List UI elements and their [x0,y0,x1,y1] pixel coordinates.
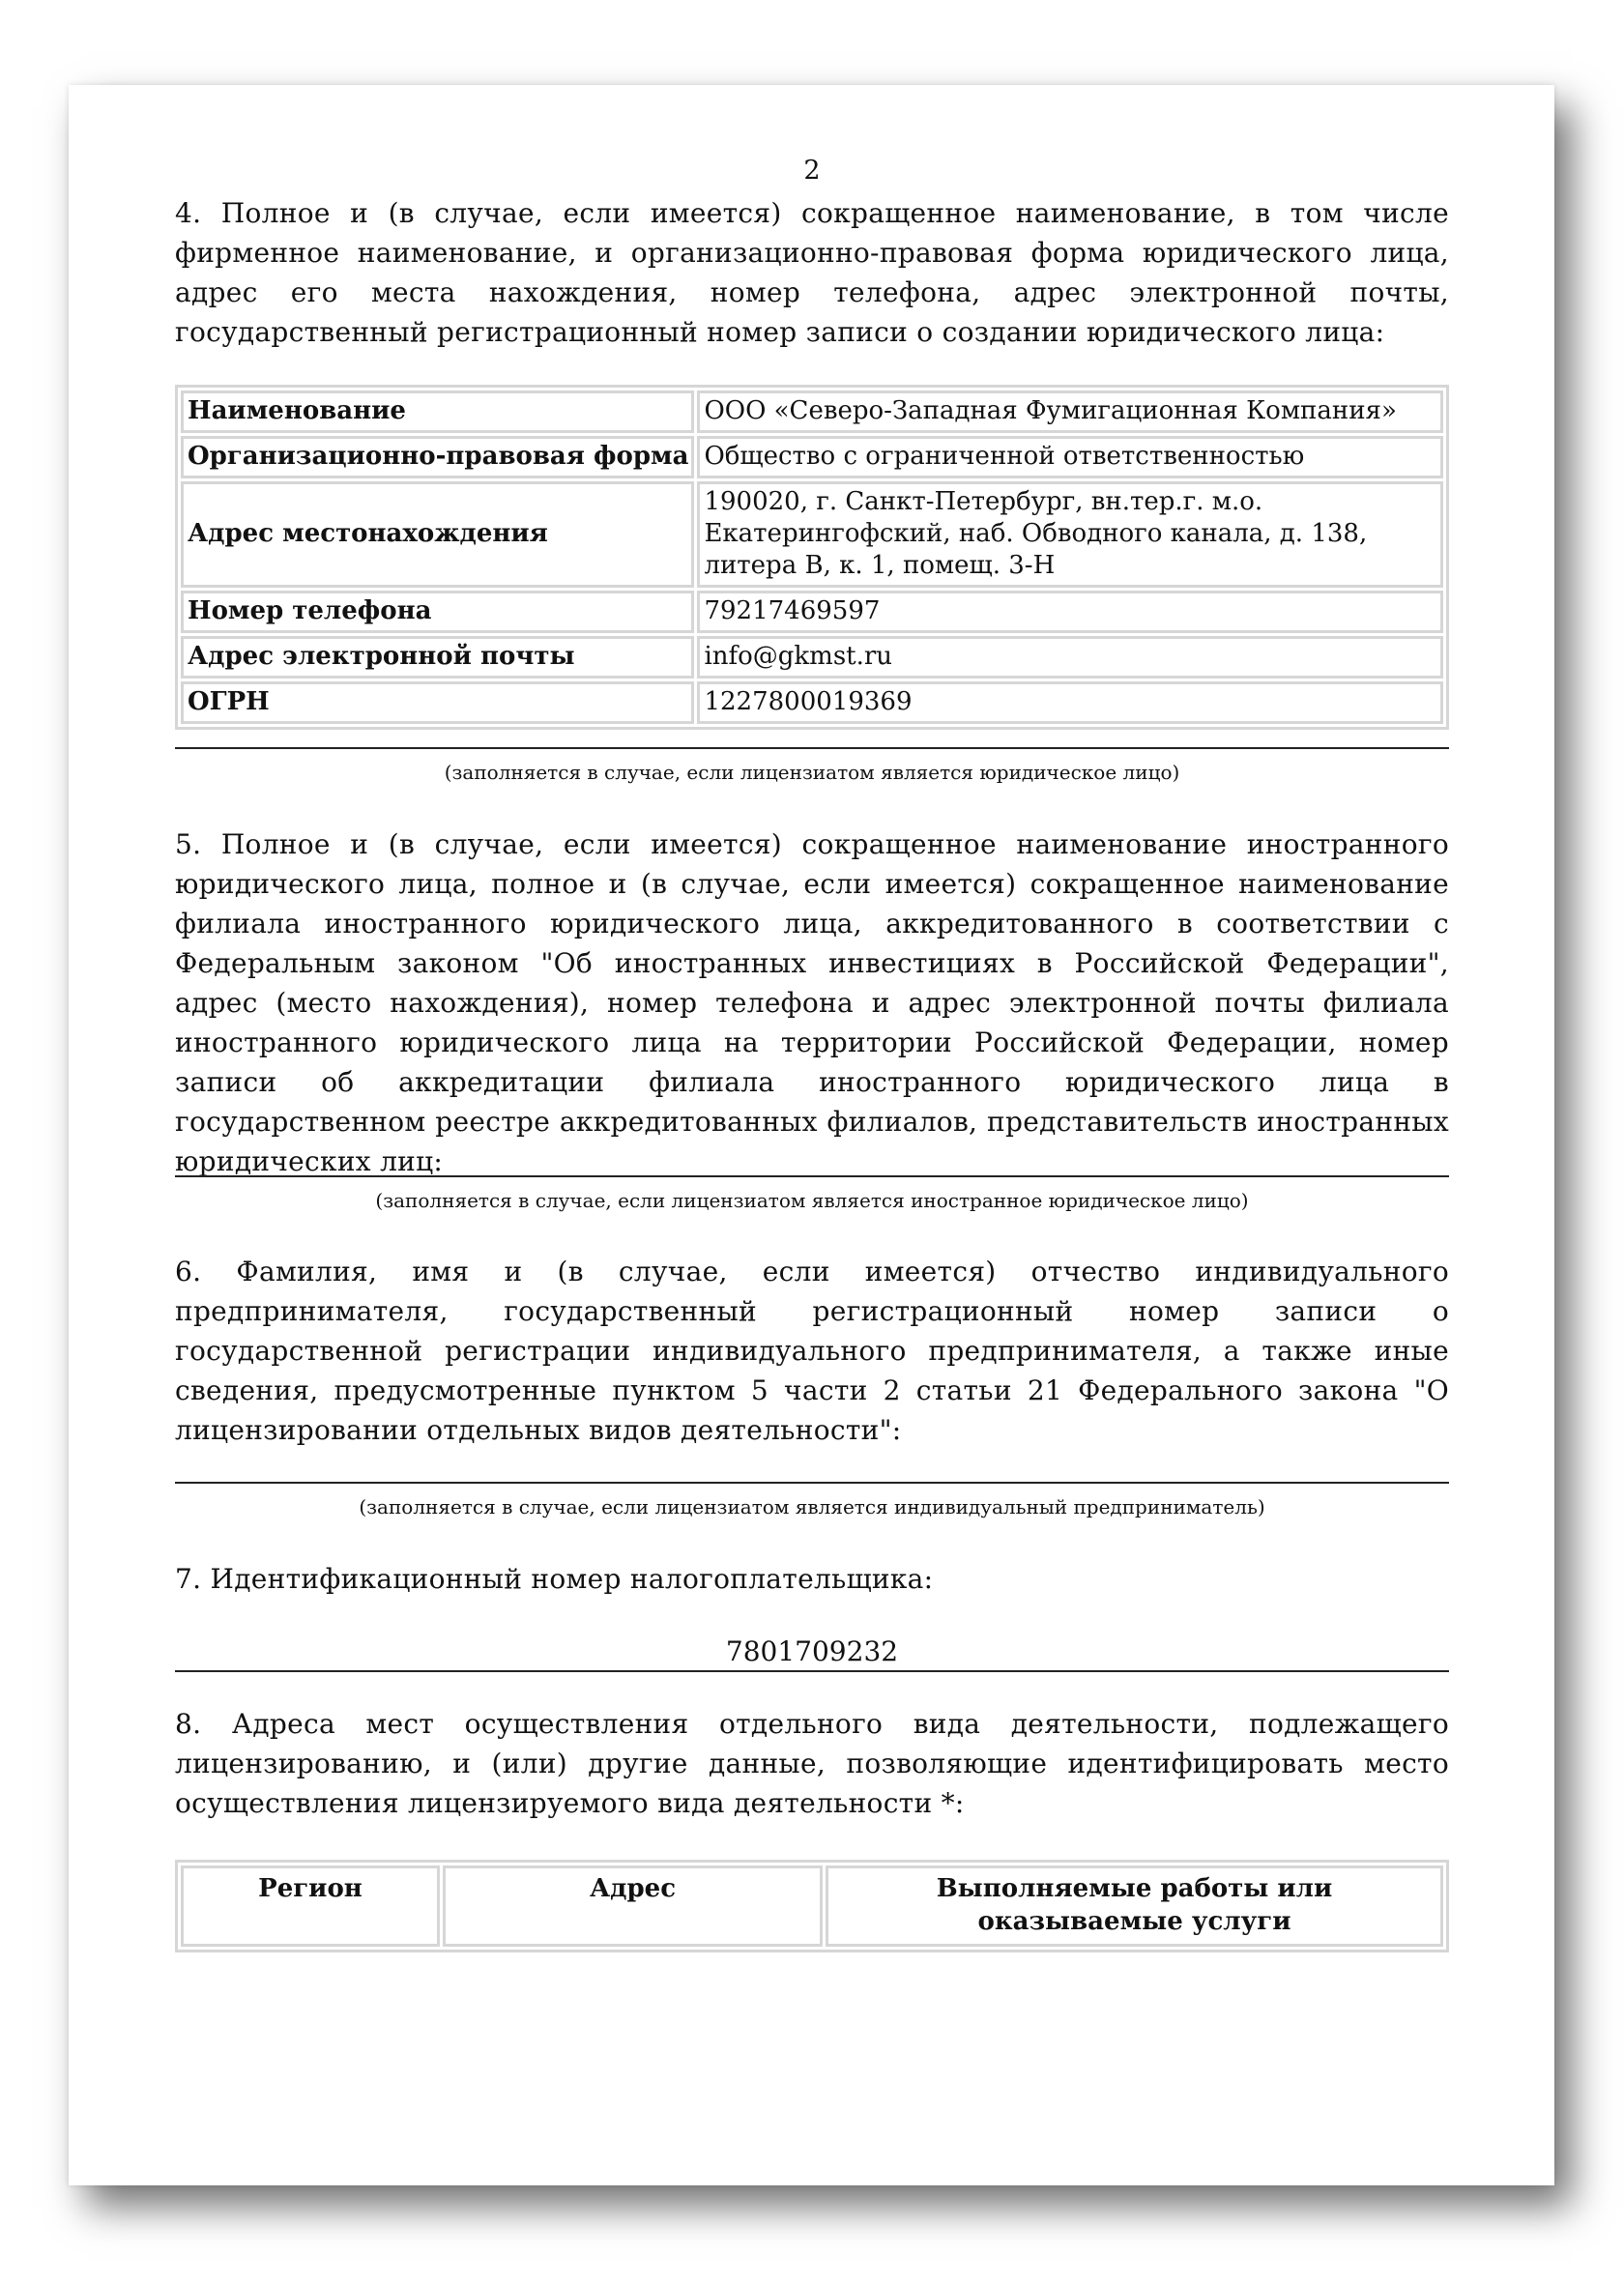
row-value-ogrn: 1227800019369 [697,681,1443,724]
row-label-ogrn: ОГРН [181,681,694,724]
section-6-caption: (заполняется в случае, если лицензиатом является индивидуальный предприниматель) [359,1495,1265,1518]
row-label-address: Адрес местонахождения [181,481,694,588]
section-7-underline [175,1670,1449,1672]
section-5-caption: (заполняется в случае, если лицензиатом является иностранное юридическое лицо) [375,1189,1249,1212]
section-8-heading: 8. Адреса мест осуществления отдельного вида деятельности, подлежащего лицензированию, и (или) другие данные, позволяющие идентифицировать место осуществления лицензируемого вида деятельности *: [175,1708,1449,1819]
section-5-underline [175,1175,1449,1177]
table-header-row [181,1865,1443,1947]
row-label-name: Наименование [181,390,694,433]
row-value-legal-form: Общество с ограниченной ответственностью [697,436,1443,478]
section-7-heading: 7. Идентификационный номер налогоплательщика: [175,1563,934,1595]
column-header-services: Выполняемые работы или оказываемые услуги [826,1865,1443,1947]
document-page [69,85,1554,2185]
table-row [181,591,1443,633]
table-row [181,436,1443,478]
column-header-address: Адрес [443,1865,823,1947]
row-label-phone: Номер телефона [181,591,694,633]
table-row [181,390,1443,433]
page-number: 2 [803,156,821,186]
row-value-phone: 79217469597 [697,591,1443,633]
activity-places-table [175,1860,1449,1952]
section-4-caption: (заполняется в случае, если лицензиатом является юридическое лицо) [444,761,1180,784]
section-4-underline [175,747,1449,749]
table-row [181,636,1443,679]
section-4-heading: 4. Полное и (в случае, если имеется) сокращенное наименование, в том числе фирменное наименование, и организационно-правовая форма юридического лица, адрес его места нахождения, номер телефона, адрес электронной почты, государственный регистрационный номер записи о создании юридического лица: [175,197,1449,348]
row-label-legal-form: Организационно-правовая форма [181,436,694,478]
row-label-email: Адрес электронной почты [181,636,694,679]
inn-value: 7801709232 [725,1635,899,1667]
row-value-email: info@gkmst.ru [697,636,1443,679]
section-5-heading: 5. Полное и (в случае, если имеется) сокращенное наименование иностранного юридического лица, полное и (в случае, если имеется) сокращенное наименование филиала иностранного юридического лица, аккредитованного в соответствии с Федеральным законом "Об иностранных инвестициях в Российской Федерации", адрес (место нахождения), номер телефона и адрес электронной почты филиала иностранного юридического лица на территории Российской Федерации, номер записи об аккредитации филиала иностранного юридического лица в государственном реестре аккредитованных филиалов, представительств иностранных юридических лиц: [175,828,1449,1177]
row-value-name: ООО «Северо-Западная Фумигационная Компания» [697,390,1443,433]
section-6-underline [175,1482,1449,1484]
legal-entity-table [175,385,1449,730]
table-row [181,681,1443,724]
section-6-heading: 6. Фамилия, имя и (в случае, если имеется) отчество индивидуального предпринимателя, государственный регистрационный номер записи о государственной регистрации индивидуального предпринимателя, а также иные сведения, предусмотренные пунктом 5 части 2 статьи 21 Федерального закона "О лицензировании отдельных видов деятельности": [175,1256,1449,1446]
column-header-region: Регион [181,1865,440,1947]
row-value-address: 190020, г. Санкт-Петербург, вн.тер.г. м.о. Екатерингофский, наб. Обводного канала, д. 138, литера В, к. 1, помещ. 3-Н [697,481,1443,588]
table-row [181,481,1443,588]
